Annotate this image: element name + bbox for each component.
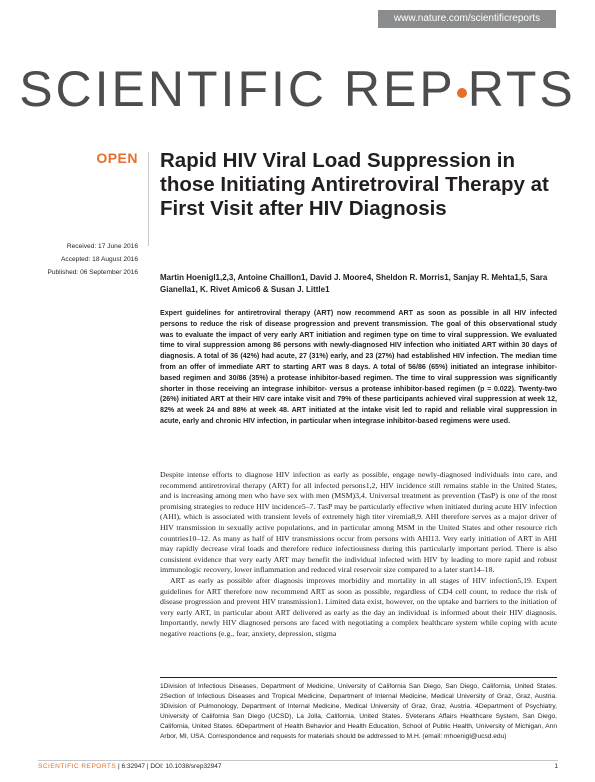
body-paragraph: Despite intense efforts to diagnose HIV infection as early as possible, engage newly-diagnosed individuals into care, and recommend antiretroviral therapy (ART) for all infected persons1,2, HIV incidence still remains stable in the United States, and is increasing among men who have sex with men (MSM)3,4. Universal treatment as prevention (TasP) is one of the most promising strategies to reduce HIV incidence5–7. TasP may be particularly effective when initiated during acute HIV infection (AHI), which is associated with transient levels of extremely high titer viremia8,9. AHI therefore serves as a major driver of HIV transmission in sexually active populations, and in particular among MSM in the United States and other resource rich countries10–12. As many as half of HIV transmissions occur from persons with AHI13. Very early initiation of ART in AHI may rapidly decrease viral loads and therefore reduce infectiousness during this particularly important period. There is also consistent evidence that very early ART may benefit the individual infected with HIV by leading to more rapid and robust immunologic recovery, lower inflammation and reduced viral reservoir size compared to a later start14–18. [160, 470, 557, 575]
masthead-left: SCIENTIFIC REP [19, 61, 456, 117]
article-body [160, 470, 557, 640]
open-access-label: OPEN [96, 150, 138, 166]
published-date: Published: 06 September 2016 [47, 269, 138, 276]
article-title: Rapid HIV Viral Load Suppression in those Initiating Antiretroviral Therapy at First Visit after HIV Diagnosis [160, 149, 549, 220]
footer-citation [38, 763, 222, 770]
affiliations: 1Division of Infectious Diseases, Department of Medicine, University of California San Diego, San Diego, California, United States. 2Section of Infectious Diseases and Tropical Medicine, Department of Internal Medicine, Medical University of Graz, Graz, Austria. 3Division of Pulmonology, Department of Internal Medicine, Medical University of Graz, Graz, Austria. 4Department of Psychiatry, University of California San Diego (UCSD), La Jolla, California, United States. 5Veterans Affairs Healthcare System, San Diego, California, United States. 6Department of Health Behavior and Health Education, School of Public Health, University of Michigan, Ann Arbor, MI, USA. Correspondence and requests for materials should be addressed to M.H. (email: mhoenigl@ucsd.edu) [160, 683, 557, 740]
masthead-dot-icon [457, 88, 467, 98]
footer-brand: SCIENTIFIC REPORTS [38, 763, 117, 770]
body-paragraph: ART as early as possible after diagnosis improves morbidity and mortality in all stages of HIV infection5,19. Expert guidelines for ART therefore now recommend ART as soon as possible, regardless of CD4 cell count, to reduce the risk of disease progression and prevent HIV transmission1. Limited data exist, however, on the uptake and barriers to the initiation of very early ART, in particular about ART delivered as early as the day an individual is informed about their HIV diagnosis. Importantly, newly HIV diagnosed persons are faced with negotiating a complex healthcare system while coping with acute negative reactions (e.g., fear, anxiety, depression, stigma [160, 575, 557, 638]
page-number: 1 [554, 763, 558, 770]
author-list: Martin Hoenigl1,2,3, Antoine Chaillon1, David J. Moore4, Sheldon R. Morris1, Sanjay R. Mehta1,5, Sara Gianella1, K. Rivet Amico6 & Susan J. Little1 [160, 273, 548, 294]
footer-divider [38, 760, 558, 761]
journal-url-banner[interactable]: www.nature.com/scientificreports [378, 10, 556, 28]
affiliation-divider [160, 677, 557, 678]
received-date: Received: 17 June 2016 [66, 243, 138, 250]
accepted-date: Accepted: 18 August 2016 [61, 256, 138, 263]
journal-masthead [0, 62, 595, 116]
footer-doi: | 6:32947 | DOI: 10.1038/srep32947 [116, 763, 222, 770]
masthead-right: RTS [467, 61, 576, 117]
title-divider [148, 152, 149, 246]
abstract: Expert guidelines for antiretroviral therapy (ART) now recommend ART as soon as possible in all HIV infected persons to reduce the risk of disease progression and prevent transmission. The goal of this observational study was to evaluate the impact of very early ART initiation and regimen type on time to viral suppression. We evaluated time to viral suppression among 86 persons with newly-diagnosed HIV infection who initiated ART within 30 days of diagnosis. A total of 36 (42%) had acute, 27 (31%) early, and 23 (27%) had established HIV infection. The median time from an offer of immediate ART to starting ART was 8 days. A total of 56/86 (65%) initiated an integrase inhibitor-based regimen and 30/86 (35%) a protease inhibitor-based regimen. The time to viral suppression was significantly shorter in those receiving an integrase inhibitor- versus a protease inhibitor-based regimen (p = 0.022). Twenty-two (26%) initiated ART at their HIV care intake visit and 79% of these participants achieved viral suppression at week 12, 82% at week 24 and 88% at week 48. ART initiated at the intake visit led to rapid and reliable viral suppression in acute, early and chronic HIV infection, in particular when integrase inhibitor-based regimens were used. [160, 309, 557, 425]
